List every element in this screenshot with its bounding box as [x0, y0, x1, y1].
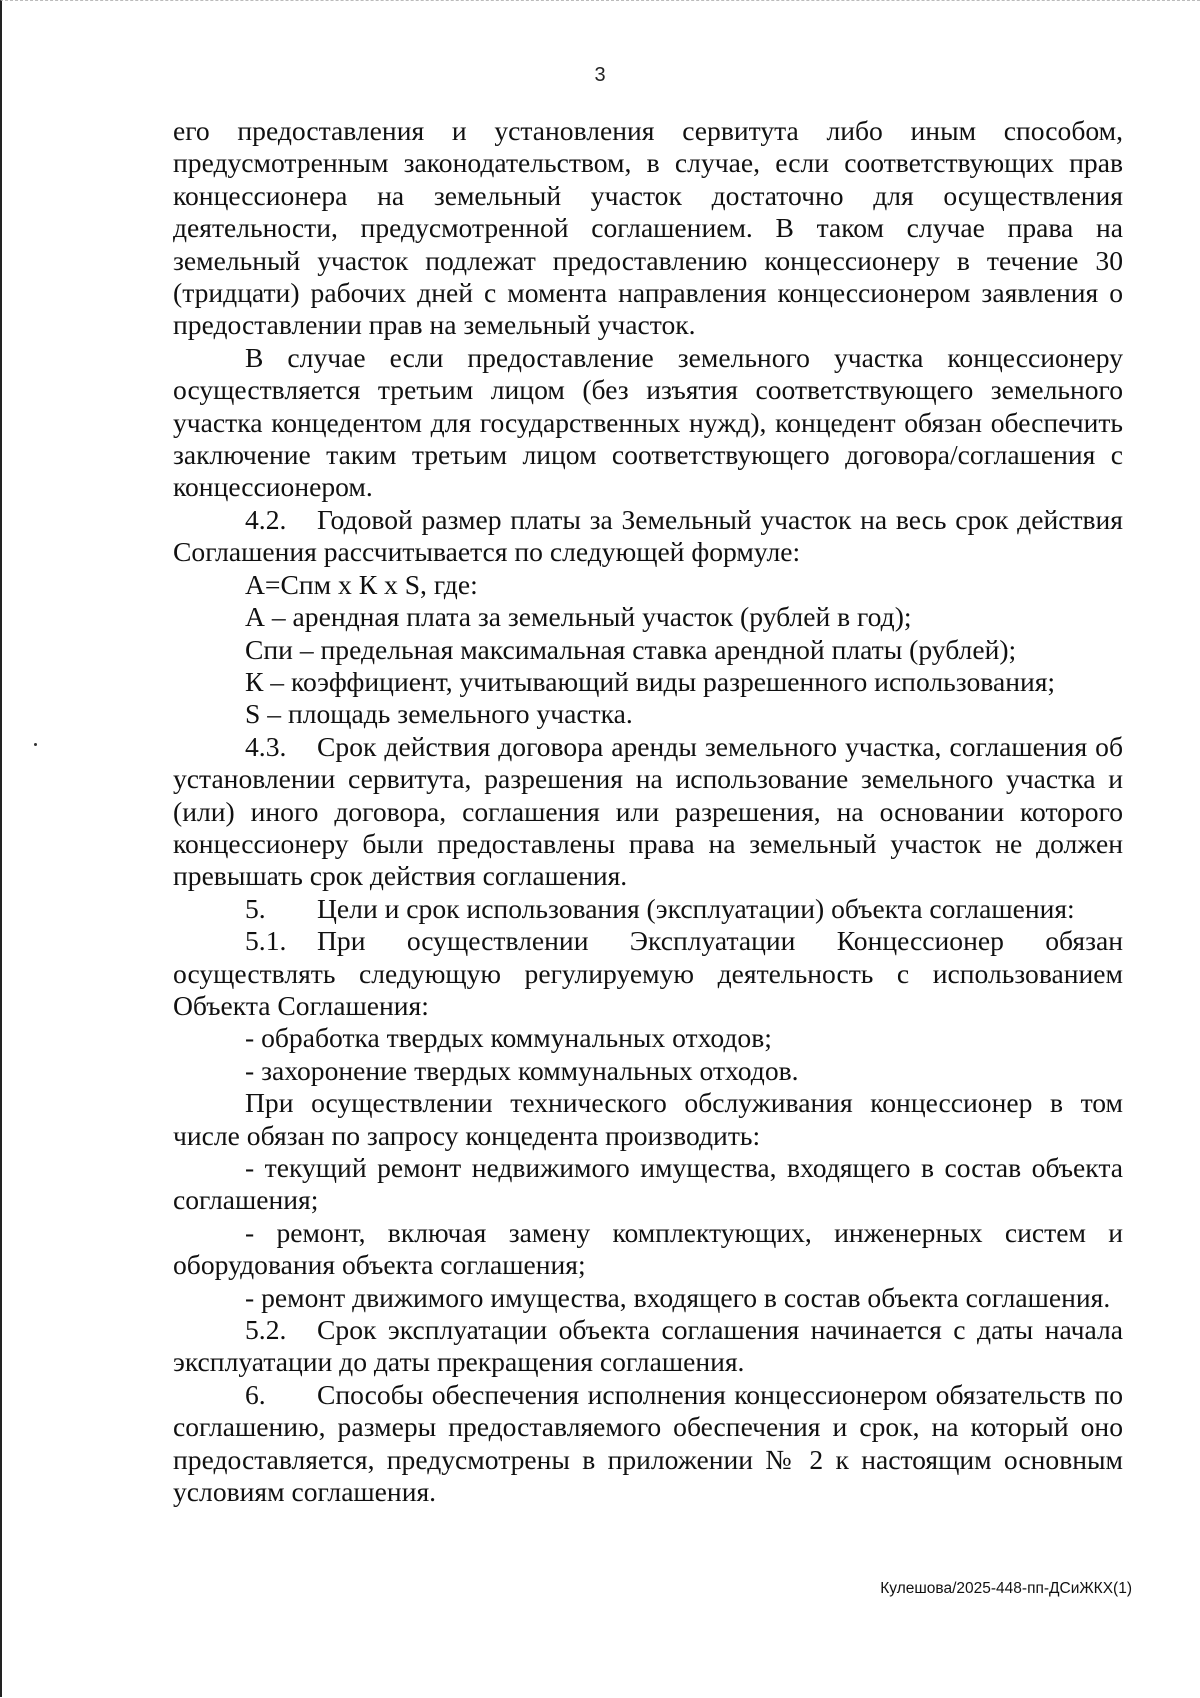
section-5-2 — [173, 1314, 1123, 1379]
document-body — [173, 115, 1123, 1508]
section-number: 6. — [245, 1378, 266, 1410]
section-text: При осуществлении Эксплуатации Концессионер обязан осуществлять следующую регулируемую деятельность с использованием Объекта Соглашения: — [173, 925, 1123, 1021]
section-text: Срок эксплуатации объекта соглашения начинается с даты начала эксплуатации до даты прекращения соглашения. — [173, 1314, 1123, 1378]
definition-k: К – коэффициент, учитывающий виды разрешенного использования; — [245, 665, 1056, 697]
list-item-current-repair: - текущий ремонт недвижимого имущества, входящего в состав объекта соглашения; — [173, 1152, 1123, 1216]
list-item-disposal: - захоронение твердых коммунальных отходов. — [245, 1054, 799, 1086]
definition-s: S – площадь земельного участка. — [245, 698, 633, 730]
formula: А=Спм х К х S, где: — [245, 568, 478, 600]
section-text: Цели и срок использования (эксплуатации) объекта соглашения: — [317, 892, 1075, 924]
section-6 — [173, 1379, 1123, 1509]
section-4-2 — [173, 504, 1123, 569]
section-text: Срок действия договора аренды земельного участка, соглашения об установлении сервитута, разрешения на использование земельного участка и (или) иного договора, соглашения или разрешения, на основании которого концессионеру были предоставлены права на земельный участок не должен превышать срок действия соглашения. — [173, 730, 1123, 892]
document-reference: Кулешова/2025-448-пп-ДСиЖКХ(1) — [880, 1580, 1132, 1597]
section-5 — [173, 893, 1123, 925]
section-4-3 — [173, 731, 1123, 893]
section-5-1 — [173, 925, 1123, 1022]
section-text: Способы обеспечения исполнения концессионером обязательств по соглашению, размеры предоставляемого обеспечения и срок, на который оно предоставляется, предусмотрены в приложении № 2 к настоящим основным условиям соглашения. — [173, 1378, 1123, 1508]
page-number: 3 — [594, 64, 606, 86]
paragraph-maintenance: При осуществлении технического обслуживания концессионер в том числе обязан по запросу концедента производить: — [173, 1087, 1123, 1151]
definition-spi: Спи – предельная максимальная ставка арендной платы (рублей); — [245, 633, 1017, 665]
section-number: 5.1. — [245, 925, 287, 957]
paragraph-third-party: В случае если предоставление земельного участка концессионеру осуществляется третьим лицом (без изъятия соответствующего земельного участка концедентом для государственных нужд), концедент обязан обеспечить заключение таким третьим лицом соответствующего договора/соглашения с концессионером. — [173, 341, 1123, 503]
scan-speck — [34, 743, 37, 746]
section-number: 5.2. — [245, 1314, 287, 1346]
section-number: 5. — [245, 892, 266, 924]
list-item-movable-repair: - ремонт движимого имущества, входящего в состав объекта соглашения. — [245, 1281, 1111, 1313]
paragraph-land-rights-continued: его предоставления и установления сервитута либо иным способом, предусмотренным законодательством, в случае, если соответствующих прав концессионера на земельный участок достаточно для осуществления деятельности, предусмотренной соглашением. В таком случае права на земельный участок подлежат предоставлению концессионеру в течение 30 (тридцати) рабочих дней с момента направления концессионером заявления о предоставлении прав на земельный участок. — [173, 115, 1123, 341]
section-number: 4.2. — [245, 503, 287, 535]
list-item-repair-components: - ремонт, включая замену комплектующих, инженерных систем и оборудования объекта соглашения; — [173, 1216, 1123, 1281]
list-item-processing: - обработка твердых коммунальных отходов; — [245, 1022, 772, 1054]
section-number: 4.3. — [245, 730, 287, 762]
section-text: Годовой размер платы за Земельный участок на весь срок действия Соглашения рассчитывается по следующей формуле: — [173, 503, 1123, 568]
definition-a: А – арендная плата за земельный участок (рублей в год); — [245, 601, 912, 633]
